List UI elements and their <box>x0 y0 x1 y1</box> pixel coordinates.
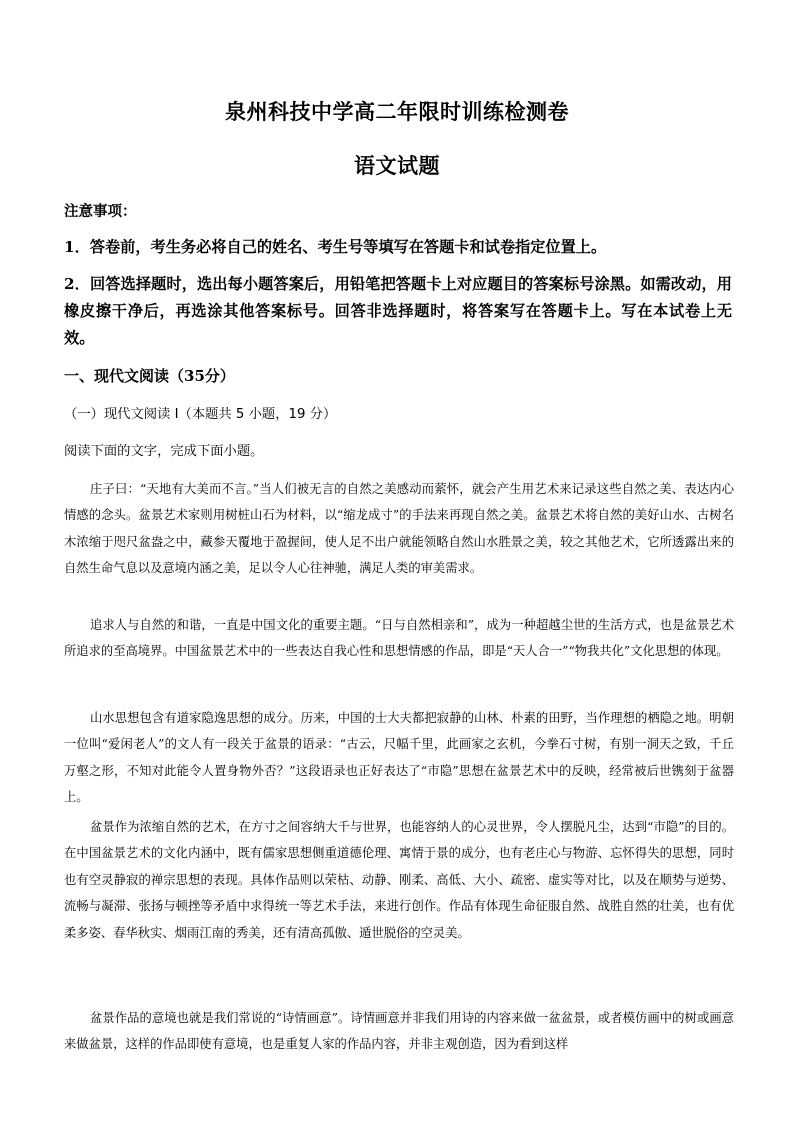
passage-paragraph: 庄子曰：“天地有大美而不言。”当人们被无言的自然之美感动而萦怀，就会产生用艺术来记录这些自然之美、表达内心情感的念头。盆景艺术家则用树桩山石为材料，以“缩龙成寸”的手法来再现自然之美。盆景艺术将自然的美好山水、古树名木浓缩于咫尺盆盎之中，藏参天覆地于盈握间，使人足不出户就能领略自然山水胜景之美，较之其他艺术，它所透露出来的自然生命气息以及意境内涵之美，足以令人心往神驰，满足人类的审美需求。 <box>64 482 734 576</box>
notice-heading: 注意事项： <box>64 203 137 220</box>
passage-paragraph: 追求人与自然的和谐，一直是中国文化的重要主题。“日与自然相亲和”，成为一种超越尘世的生活方式，也是盆景艺术所追求的至高境界。中国盆景艺术中的一些表达自我心性和思想情感的作品，即是“天人合一”“物我共化”文化思想的体现。 <box>64 618 734 659</box>
section-heading: 一、现代文阅读（35分） <box>64 367 235 385</box>
notice-item-1: 1．答卷前，考生务必将自己的姓名、考生号等填写在答题卡和试卷指定位置上。 <box>64 238 607 256</box>
exam-subject: 语文试题 <box>354 153 440 178</box>
passage-paragraph: 盆景作为浓缩自然的艺术，在方寸之间容纳大千与世界，也能容纳人的心灵世界，令人摆脱凡尘，达到“市隐”的目的。在中国盆景艺术的文化内涵中，既有儒家思想侧重道德伦理、寓情于景的成分，也有老庄心与物游、忘怀得失的思想，同时也有空灵静寂的禅宗思想的表现。具体作品则以荣枯、动静、刚柔、高低、大小、疏密、虚实等对比，以及在顺势与逆势、流畅与凝滞、张扬与顿挫等矛盾中求得统一等艺术手法，来进行创作。作品有体现生命征服自然、战胜自然的壮美，也有优柔多姿、春华秋实、烟雨江南的秀美，还有清高孤傲、遁世脱俗的空灵美。 <box>64 820 734 940</box>
passage-paragraph: 山水思想包含有道家隐逸思想的成分。历来，中国的士大夫都把寂静的山林、朴素的田野，当作理想的栖隐之地。明朝一位叫“爱闲老人”的文人有一段关于盆景的语录：“古云，尺幅千里，此画家之玄机，今拳石寸树，有别一洞天之致，千丘万壑之形，不知对此能令人置身物外否？”这段语录也正好表达了“市隐”思想在盆景艺术中的反映，经常被后世镌刻于盆器上。 <box>64 711 734 805</box>
exam-title: 泉州科技中学高二年限时训练检测卷 <box>225 99 569 124</box>
passage-paragraph: 盆景作品的意境也就是我们常说的“诗情画意”。诗情画意并非我们用诗的内容来做一盆盆景，或者模仿画中的树或画意来做盆景，这样的作品即使有意境，也是重复人家的作品内容，并非主观创造，因为看到这样 <box>64 1011 734 1052</box>
reading-instruction: 阅读下面的文字，完成下面小题。 <box>64 444 264 459</box>
notice-item-2: 2．回答选择题时，选出每小题答案后，用铅笔把答题卡上对应题目的答案标号涂黑。如需改动，用橡皮擦干净后，再选涂其他答案标号。回答非选择题时，将答案写在答题卡上。写在本试卷上无效。 <box>64 275 732 347</box>
section-subheading: （一）现代文阅读 I（本题共 5 小题，19 分） <box>64 407 337 422</box>
